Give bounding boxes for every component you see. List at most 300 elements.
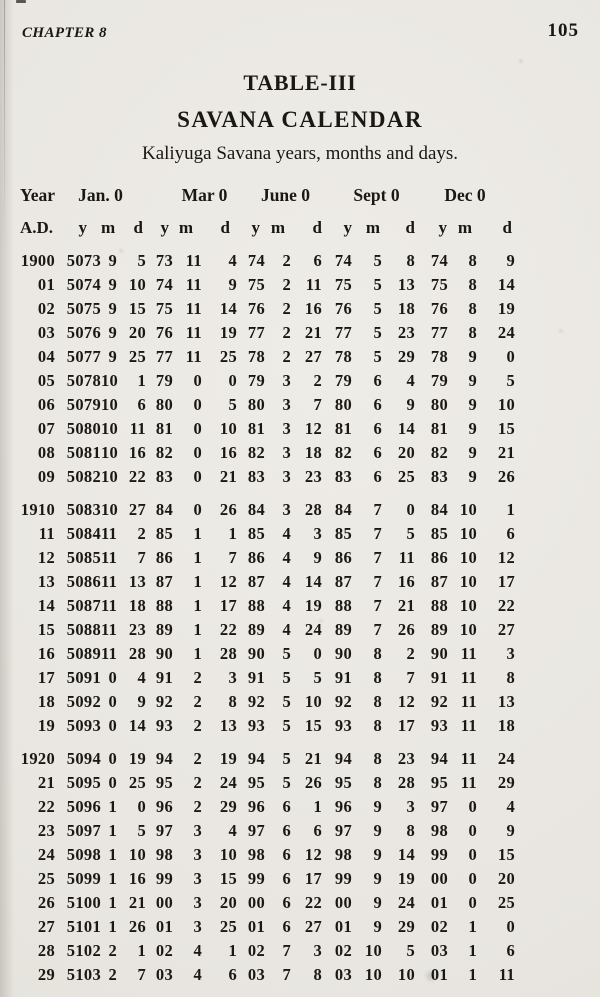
unit-header-y: y: [78, 218, 87, 237]
value-cell: 12: [219, 572, 237, 591]
value-cell: 6: [373, 395, 382, 414]
value-cell: 9: [468, 371, 477, 390]
value-cell: 75: [334, 275, 352, 294]
value-cell: 76: [247, 299, 265, 318]
value-cell: 25: [497, 893, 515, 912]
value-cell: 10: [497, 395, 515, 414]
value-cell: 84: [155, 500, 173, 519]
value-cell: 1: [228, 941, 237, 960]
table-row: [18, 546, 515, 570]
value-cell: 6: [373, 443, 382, 462]
value-cell: 6: [228, 965, 237, 984]
value-cell: 1: [193, 644, 202, 663]
value-cell: 98: [155, 845, 173, 864]
value-cell: 85: [334, 524, 352, 543]
value-cell: 11: [129, 419, 146, 438]
column-header-dec: Dec 0: [444, 185, 486, 205]
value-cell: 82: [155, 443, 173, 462]
value-cell: 5: [137, 821, 146, 840]
value-cell: 28: [397, 773, 415, 792]
value-cell: 9: [137, 692, 146, 711]
chapter-label: CHAPTER 8: [22, 25, 107, 41]
value-cell: 5: [373, 275, 382, 294]
value-cell: 84: [334, 500, 352, 519]
year-cell: 05: [37, 371, 55, 390]
unit-header-y: y: [438, 218, 447, 237]
value-cell: 18: [128, 596, 146, 615]
year-cell: 04: [37, 347, 55, 366]
value-cell: 15: [128, 299, 146, 318]
value-cell: 77: [155, 347, 173, 366]
scan-speckles: [0, 0, 2, 2]
value-cell: 78: [334, 347, 352, 366]
value-cell: 3: [193, 869, 202, 888]
value-cell: 27: [128, 500, 146, 519]
value-cell: 81: [334, 419, 352, 438]
unit-header-y: y: [343, 218, 352, 237]
table-row: [18, 963, 515, 987]
value-cell: 5076: [66, 323, 101, 342]
value-cell: 5103: [66, 965, 101, 984]
value-cell: 9: [108, 275, 117, 294]
value-cell: 5: [406, 524, 415, 543]
value-cell: 81: [430, 419, 448, 438]
value-cell: 1: [193, 620, 202, 639]
value-cell: 80: [430, 395, 448, 414]
value-cell: 90: [430, 644, 448, 663]
value-cell: 77: [334, 323, 352, 342]
value-cell: 0: [468, 845, 477, 864]
value-cell: 5: [373, 323, 382, 342]
value-cell: 28: [219, 644, 237, 663]
value-cell: 03: [247, 965, 265, 984]
value-cell: 10: [397, 965, 415, 984]
value-cell: 87: [430, 572, 448, 591]
value-cell: 1: [193, 524, 202, 543]
table-row: [18, 297, 515, 321]
value-cell: 3: [313, 524, 322, 543]
value-cell: 29: [497, 773, 515, 792]
year-cell: 28: [37, 941, 55, 960]
value-cell: 25: [397, 467, 415, 486]
value-cell: 88: [430, 596, 448, 615]
value-cell: 0: [313, 644, 322, 663]
value-cell: 3: [193, 821, 202, 840]
value-cell: 99: [430, 845, 448, 864]
value-cell: 5095: [66, 773, 101, 792]
value-cell: 1: [468, 965, 477, 984]
value-cell: 13: [497, 692, 515, 711]
value-cell: 3: [282, 371, 291, 390]
value-cell: 5099: [66, 869, 101, 888]
value-cell: 19: [304, 596, 322, 615]
value-cell: 25: [128, 347, 146, 366]
value-cell: 21: [397, 596, 415, 615]
value-cell: 6: [282, 797, 291, 816]
value-cell: 10: [459, 500, 477, 519]
unit-header-d: d: [502, 218, 512, 237]
value-cell: 98: [247, 845, 265, 864]
value-cell: 24: [397, 893, 415, 912]
value-cell: 1: [468, 941, 477, 960]
value-cell: 9: [468, 467, 477, 486]
year-cell: 12: [37, 548, 55, 567]
value-cell: 2: [193, 668, 202, 687]
value-cell: 9: [373, 893, 382, 912]
page-number: 105: [547, 20, 579, 41]
value-cell: 75: [155, 299, 173, 318]
value-cell: 2: [193, 797, 202, 816]
value-cell: 11: [305, 275, 322, 294]
value-cell: 13: [397, 275, 415, 294]
value-cell: 3: [506, 644, 515, 663]
value-cell: 9: [108, 299, 117, 318]
value-cell: 80: [155, 395, 173, 414]
value-cell: 93: [155, 716, 173, 735]
year-cell: 25: [37, 869, 55, 888]
value-cell: 90: [334, 644, 352, 663]
value-cell: 6: [373, 371, 382, 390]
unit-header-m: m: [178, 218, 193, 237]
value-cell: 10: [101, 443, 119, 462]
value-cell: 27: [304, 917, 322, 936]
value-cell: 14: [497, 275, 515, 294]
value-cell: 5: [282, 749, 291, 768]
value-cell: 74: [155, 275, 173, 294]
year-cell: 06: [37, 395, 55, 414]
value-cell: 96: [247, 797, 265, 816]
value-cell: 5087: [66, 596, 101, 615]
unit-header-m: m: [270, 218, 285, 237]
value-cell: 8: [373, 692, 382, 711]
value-cell: 15: [497, 845, 515, 864]
value-cell: 4: [282, 548, 291, 567]
value-cell: 91: [155, 668, 173, 687]
value-cell: 98: [430, 821, 448, 840]
year-cell: 24: [37, 845, 55, 864]
value-cell: 7: [373, 596, 382, 615]
value-cell: 0: [193, 371, 202, 390]
value-cell: 9: [108, 251, 117, 270]
value-cell: 82: [247, 443, 265, 462]
value-cell: 5: [506, 371, 515, 390]
value-cell: 76: [155, 323, 173, 342]
value-cell: 10: [101, 467, 119, 486]
value-cell: 0: [228, 371, 237, 390]
value-cell: 1: [313, 797, 322, 816]
value-cell: 2: [108, 941, 117, 960]
table-row: [18, 747, 515, 771]
value-cell: 0: [108, 773, 117, 792]
value-cell: 6: [282, 893, 291, 912]
value-cell: 98: [334, 845, 352, 864]
value-cell: 81: [155, 419, 173, 438]
unit-header-d: d: [220, 218, 230, 237]
value-cell: 21: [497, 443, 515, 462]
year-cell: 26: [37, 893, 55, 912]
value-cell: 5091: [66, 668, 101, 687]
value-cell: 14: [128, 716, 146, 735]
value-cell: 86: [247, 548, 265, 567]
value-cell: 23: [304, 467, 322, 486]
value-cell: 7: [313, 395, 322, 414]
value-cell: 0: [108, 668, 117, 687]
value-cell: 90: [247, 644, 265, 663]
value-cell: 11: [101, 596, 118, 615]
value-cell: 87: [334, 572, 352, 591]
value-cell: 10: [128, 845, 146, 864]
value-cell: 5085: [66, 548, 101, 567]
value-cell: 02: [247, 941, 265, 960]
value-cell: 20: [219, 893, 237, 912]
table-row: [18, 891, 515, 915]
value-cell: 77: [247, 323, 265, 342]
value-cell: 92: [155, 692, 173, 711]
table-row: [18, 594, 515, 618]
value-cell: 2: [108, 965, 117, 984]
value-cell: 12: [497, 548, 515, 567]
value-cell: 10: [304, 692, 322, 711]
value-cell: 99: [247, 869, 265, 888]
value-cell: 6: [313, 251, 322, 270]
year-cell: 29: [37, 965, 55, 984]
value-cell: 10: [101, 395, 119, 414]
table-row: [18, 690, 515, 714]
value-cell: 85: [247, 524, 265, 543]
value-cell: 11: [460, 716, 477, 735]
table-row: [18, 465, 515, 489]
value-cell: 0: [193, 443, 202, 462]
year-cell: 17: [37, 668, 55, 687]
table-row: [18, 867, 515, 891]
value-cell: 2: [282, 275, 291, 294]
value-cell: 14: [397, 419, 415, 438]
value-cell: 29: [219, 797, 237, 816]
value-cell: 3: [282, 467, 291, 486]
value-cell: 5100: [66, 893, 101, 912]
value-cell: 74: [247, 251, 265, 270]
value-cell: 11: [101, 572, 118, 591]
value-cell: 92: [430, 692, 448, 711]
year-cell: 21: [37, 773, 55, 792]
table-row: [18, 915, 515, 939]
table-subtitle: Kaliyuga Savana years, months and days.: [141, 143, 459, 164]
value-cell: 5: [373, 347, 382, 366]
year-cell: 07: [37, 419, 55, 438]
value-cell: 13: [128, 572, 146, 591]
value-cell: 75: [430, 275, 448, 294]
value-cell: 5: [373, 251, 382, 270]
value-cell: 01: [430, 965, 448, 984]
value-cell: 93: [430, 716, 448, 735]
value-cell: 3: [282, 500, 291, 519]
value-cell: 2: [193, 749, 202, 768]
value-cell: 00: [334, 893, 352, 912]
value-cell: 89: [155, 620, 173, 639]
value-cell: 5: [373, 299, 382, 318]
value-cell: 27: [497, 620, 515, 639]
year-cell: 09: [37, 467, 55, 486]
value-cell: 5: [313, 668, 322, 687]
value-cell: 83: [334, 467, 352, 486]
value-cell: 5: [282, 716, 291, 735]
value-cell: 5079: [66, 395, 101, 414]
value-cell: 11: [460, 749, 477, 768]
value-cell: 9: [468, 419, 477, 438]
value-cell: 7: [373, 500, 382, 519]
value-cell: 26: [497, 467, 515, 486]
value-cell: 89: [334, 620, 352, 639]
value-cell: 9: [406, 395, 415, 414]
value-cell: 1: [108, 917, 117, 936]
value-cell: 27: [304, 347, 322, 366]
year-cell: 02: [37, 299, 55, 318]
value-cell: 9: [228, 275, 237, 294]
value-cell: 7: [406, 668, 415, 687]
value-cell: 3: [282, 419, 291, 438]
value-cell: 11: [460, 668, 477, 687]
value-cell: 11: [185, 275, 202, 294]
value-cell: 6: [313, 821, 322, 840]
table-row: [18, 498, 515, 522]
value-cell: 17: [304, 869, 322, 888]
value-cell: 6: [282, 869, 291, 888]
value-cell: 80: [334, 395, 352, 414]
value-cell: 5098: [66, 845, 101, 864]
table-row: [18, 441, 515, 465]
value-cell: 86: [155, 548, 173, 567]
value-cell: 1: [193, 596, 202, 615]
value-cell: 11: [101, 620, 118, 639]
value-cell: 4: [282, 572, 291, 591]
value-cell: 7: [137, 965, 146, 984]
value-cell: 89: [430, 620, 448, 639]
value-cell: 22: [497, 596, 515, 615]
value-cell: 11: [498, 965, 515, 984]
value-cell: 8: [373, 749, 382, 768]
value-cell: 80: [247, 395, 265, 414]
value-cell: 24: [497, 749, 515, 768]
value-cell: 11: [398, 548, 415, 567]
value-cell: 83: [430, 467, 448, 486]
value-cell: 99: [155, 869, 173, 888]
value-cell: 88: [247, 596, 265, 615]
value-cell: 26: [304, 773, 322, 792]
value-cell: 8: [406, 821, 415, 840]
value-cell: 1: [108, 797, 117, 816]
value-cell: 4: [282, 620, 291, 639]
value-cell: 02: [334, 941, 352, 960]
value-cell: 74: [334, 251, 352, 270]
value-cell: 2: [193, 692, 202, 711]
value-cell: 78: [430, 347, 448, 366]
value-cell: 11: [185, 347, 202, 366]
value-cell: 12: [304, 845, 322, 864]
value-cell: 4: [193, 941, 202, 960]
value-cell: 0: [137, 797, 146, 816]
value-cell: 16: [128, 869, 146, 888]
value-cell: 03: [155, 965, 173, 984]
value-cell: 0: [468, 797, 477, 816]
value-cell: 11: [185, 251, 202, 270]
value-cell: 03: [430, 941, 448, 960]
value-cell: 24: [304, 620, 322, 639]
value-cell: 10: [459, 524, 477, 543]
year-cell: 13: [37, 572, 55, 591]
value-cell: 10: [101, 419, 119, 438]
value-cell: 0: [506, 347, 515, 366]
value-cell: 0: [468, 869, 477, 888]
value-cell: 17: [219, 596, 237, 615]
value-cell: 7: [137, 548, 146, 567]
value-cell: 3: [193, 917, 202, 936]
value-cell: 14: [304, 572, 322, 591]
table-row: [18, 714, 515, 738]
value-cell: 92: [334, 692, 352, 711]
value-cell: 21: [304, 749, 322, 768]
value-cell: 29: [397, 347, 415, 366]
value-cell: 11: [101, 644, 118, 663]
value-cell: 74: [430, 251, 448, 270]
value-cell: 3: [406, 797, 415, 816]
table-row: [18, 666, 515, 690]
table-row: [18, 819, 515, 843]
value-cell: 97: [155, 821, 173, 840]
value-cell: 0: [406, 500, 415, 519]
value-cell: 28: [304, 500, 322, 519]
value-cell: 5094: [66, 749, 101, 768]
value-cell: 22: [219, 620, 237, 639]
value-cell: 7: [282, 941, 291, 960]
value-cell: 14: [397, 845, 415, 864]
value-cell: 4: [282, 596, 291, 615]
value-cell: 19: [128, 749, 146, 768]
unit-header-y: y: [160, 218, 169, 237]
value-cell: 16: [219, 443, 237, 462]
value-cell: 11: [185, 299, 202, 318]
value-cell: 02: [155, 941, 173, 960]
value-cell: 8: [373, 773, 382, 792]
value-cell: 5083: [66, 500, 101, 519]
value-cell: 21: [304, 323, 322, 342]
value-cell: 9: [108, 323, 117, 342]
value-cell: 7: [373, 548, 382, 567]
value-cell: 8: [228, 692, 237, 711]
value-cell: 1: [193, 572, 202, 591]
table-row: [18, 249, 515, 273]
value-cell: 6: [373, 467, 382, 486]
value-cell: 1: [506, 500, 515, 519]
value-cell: 9: [108, 347, 117, 366]
value-cell: 01: [155, 917, 173, 936]
year-cell: 27: [37, 917, 55, 936]
table-row: [18, 642, 515, 666]
value-cell: 6: [506, 524, 515, 543]
value-cell: 2: [282, 251, 291, 270]
unit-header-m: m: [365, 218, 380, 237]
year-cell: 1900: [20, 251, 55, 270]
value-cell: 86: [430, 548, 448, 567]
value-cell: 26: [128, 917, 146, 936]
value-cell: 00: [247, 893, 265, 912]
value-cell: 1: [193, 548, 202, 567]
unit-header-d: d: [312, 218, 322, 237]
value-cell: 96: [334, 797, 352, 816]
value-cell: 16: [128, 443, 146, 462]
value-cell: 5: [282, 644, 291, 663]
value-cell: 6: [282, 845, 291, 864]
value-cell: 94: [334, 749, 352, 768]
